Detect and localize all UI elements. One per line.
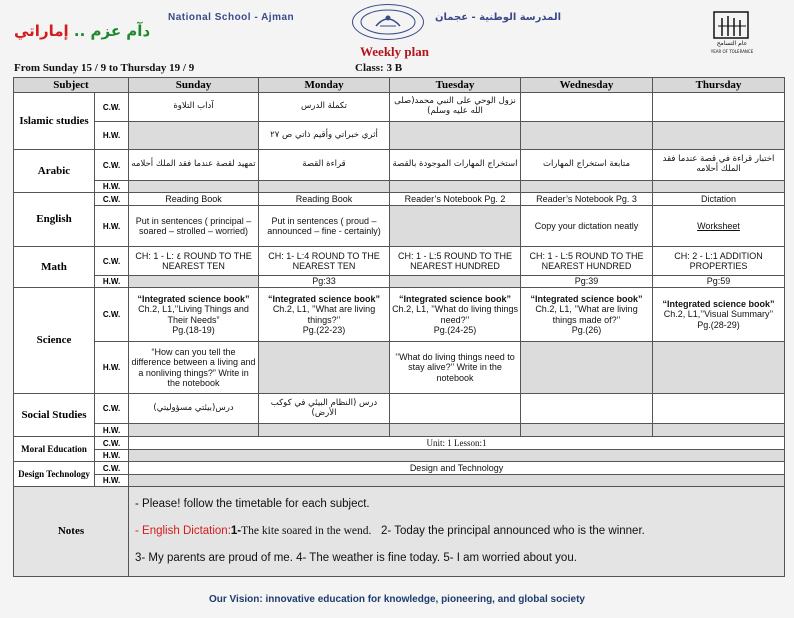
subject-math: Math: [14, 247, 95, 288]
math-cw-tuesday: CH: 1 - L:5 ROUND TO THE NEAREST HUNDRED: [390, 247, 521, 276]
subject-islamic: Islamic studies: [14, 93, 95, 150]
english-cw-tuesday: Reader’s Notebook Pg. 2: [390, 193, 521, 206]
table-row: [14, 475, 785, 487]
page-title: Weekly plan: [360, 44, 429, 59]
english-cw-wednesday: Reader’s Notebook Pg. 3: [521, 193, 653, 206]
english-hw-tuesday: [390, 206, 521, 247]
social-cw-thursday: [653, 394, 785, 424]
math-cw-sunday: CH: 1 - L: ٤ ROUND TO THE NEAREST TEN: [129, 247, 259, 276]
arabic-hw-sunday: [129, 181, 259, 193]
hw-label: H.W.: [95, 424, 129, 437]
hw-label: H.W.: [95, 475, 129, 487]
science-lesson: Ch.2, L1, ’’What do living things need?’’: [392, 304, 518, 325]
science-cw-tuesday: [390, 288, 521, 342]
science-pages: Pg.(22-23): [302, 324, 346, 335]
day-header-thursday: Thursday: [653, 78, 785, 93]
islamic-cw-tuesday: نزول الوحي على النبي محمد(صلى الله عليه وسلم): [390, 93, 521, 122]
notes-line-1: - Please! follow the timetable for each subject.: [135, 498, 370, 510]
table-row: [14, 206, 785, 247]
science-hw-monday: [259, 342, 390, 394]
date-range: From Sunday 15 / 9 to Thursday 19 / 9: [14, 62, 195, 74]
cw-label: C.W.: [95, 288, 129, 342]
islamic-hw-monday: أثري خبراتي وأقيم ذاتي ص ٢٧: [259, 122, 390, 150]
subject-arabic: Arabic: [14, 150, 95, 193]
notes-label: Notes: [14, 487, 129, 577]
science-book-label: “Integrated science book”: [137, 293, 250, 304]
social-cw-monday: درس (النظام البيئي في كوكب الأرض): [259, 394, 390, 424]
arabic-cw-monday: قراءة القصة: [259, 150, 390, 181]
hw-label: H.W.: [95, 342, 129, 394]
cw-label: C.W.: [95, 93, 129, 122]
science-book-label: “Integrated science book”: [399, 293, 512, 304]
math-hw-sunday: [129, 276, 259, 288]
islamic-cw-monday: تكملة الدرس: [259, 93, 390, 122]
islamic-hw-tuesday: [390, 122, 521, 150]
table-row: [14, 93, 785, 122]
arabic-hw-thursday: [653, 181, 785, 193]
subject-social: Social Studies: [14, 394, 95, 437]
school-name-ar: المدرسة الوطنية - عجمان: [435, 12, 562, 23]
table-row: [14, 181, 785, 193]
table-row: [14, 276, 785, 288]
school-name-en: National School - Ajman: [168, 12, 295, 23]
subject-header: Subject: [14, 78, 129, 93]
science-lesson: Ch.2, L1,’’Visual Summary’’: [663, 309, 774, 320]
islamic-hw-wednesday: [521, 122, 653, 150]
school-logo: [352, 4, 424, 40]
english-hw-sunday: Put in sentences ( principal – soared – strolled – worried): [129, 206, 259, 247]
vision-statement: Our Vision: innovative education for knowledge, pioneering, and global society: [209, 594, 585, 605]
social-hw-sunday: [129, 424, 259, 437]
table-row: [14, 462, 785, 475]
math-hw-monday: Pg:33: [259, 276, 390, 288]
cw-label: C.W.: [95, 437, 129, 450]
arabic-cw-sunday: تمهيد لقصة عندما فقد الملك أحلامه: [129, 150, 259, 181]
table-row: [14, 450, 785, 462]
year-of-tolerance-logo: [712, 10, 752, 60]
notes-content: [129, 487, 785, 577]
hw-label: H.W.: [95, 206, 129, 247]
science-hw-thursday: [653, 342, 785, 394]
arabic-cw-thursday: اختبار قراءة في قصة عندما فقد الملك أحلامه: [653, 150, 785, 181]
science-hw-wednesday: [521, 342, 653, 394]
class-label: Class: 3 B: [355, 62, 403, 74]
design-hw: [129, 475, 785, 487]
notes-line-3: 3- My parents are proud of me. 4- The weather is fine today. 5- I am worried about you.: [135, 552, 577, 564]
math-hw-tuesday: [390, 276, 521, 288]
social-cw-wednesday: [521, 394, 653, 424]
social-hw-wednesday: [521, 424, 653, 437]
arabic-cw-wednesday: متابعة استخراج المهارات: [521, 150, 653, 181]
islamic-cw-sunday: آداب التلاوة: [129, 93, 259, 122]
dictation-2: 2- Today the principal announced who is the winner.: [381, 525, 645, 537]
table-row: [14, 437, 785, 450]
day-header-tuesday: Tuesday: [390, 78, 521, 93]
math-hw-thursday: Pg:59: [653, 276, 785, 288]
english-hw-thursday: Worksheet: [653, 206, 785, 247]
science-pages: Pg.(28-29): [697, 319, 740, 330]
weekly-plan-table: [13, 77, 785, 577]
science-lesson: Ch.2, L1, ’’What are living things made of?’’: [535, 304, 638, 325]
math-cw-thursday: CH: 2 - L:1 ADDITION PROPERTIES: [653, 247, 785, 276]
slogan-part-1: دآم عزم ..: [73, 22, 151, 40]
science-book-label: “Integrated science book”: [662, 298, 775, 309]
social-hw-thursday: [653, 424, 785, 437]
subject-design: Design Technology: [14, 462, 95, 487]
cw-label: C.W.: [95, 394, 129, 424]
arabic-hw-tuesday: [390, 181, 521, 193]
math-cw-monday: CH: 1- L:4 ROUND TO THE NEAREST TEN: [259, 247, 390, 276]
dictation-label: - English Dictation:: [135, 525, 231, 537]
science-cw-wednesday: [521, 288, 653, 342]
english-cw-monday: Reading Book: [259, 193, 390, 206]
table-row: [14, 150, 785, 181]
hw-label: H.W.: [95, 450, 129, 462]
science-lesson: Ch.2, L1, ’’What are living things?’’: [272, 304, 376, 325]
notes-line-2: [135, 518, 778, 545]
table-row: [14, 394, 785, 424]
notes-row: [14, 487, 785, 577]
cw-label: C.W.: [95, 247, 129, 276]
math-hw-wednesday: Pg:39: [521, 276, 653, 288]
science-pages: Pg.(26): [571, 324, 602, 335]
moral-cw: Unit: 1 Lesson:1: [129, 437, 785, 450]
day-header-monday: Monday: [259, 78, 390, 93]
table-row: [14, 342, 785, 394]
islamic-hw-sunday: [129, 122, 259, 150]
social-hw-tuesday: [390, 424, 521, 437]
hw-label: H.W.: [95, 276, 129, 288]
social-cw-sunday: درس(بيئتي مسؤوليتي): [129, 394, 259, 424]
logo-caption-en: YEAR OF TOLERANCE: [710, 49, 754, 54]
english-cw-sunday: Reading Book: [129, 193, 259, 206]
islamic-cw-wednesday: [521, 93, 653, 122]
arabic-hw-monday: [259, 181, 390, 193]
slogan-part-2: إماراتي: [14, 22, 69, 40]
subject-science: Science: [14, 288, 95, 394]
design-cw: Design and Technology: [129, 462, 785, 475]
table-row: [14, 288, 785, 342]
islamic-hw-thursday: [653, 122, 785, 150]
hw-label: H.W.: [95, 122, 129, 150]
science-hw-tuesday: ’’What do living things need to stay alive?’’ Write in the notebook: [390, 342, 521, 394]
slogan: [14, 22, 150, 40]
arabic-hw-wednesday: [521, 181, 653, 193]
table-row: [14, 247, 785, 276]
school-emblem-icon: [358, 8, 418, 36]
subject-english: English: [14, 193, 95, 247]
cw-label: C.W.: [95, 150, 129, 181]
math-cw-wednesday: CH: 1 - L:5 ROUND TO THE NEAREST HUNDRED: [521, 247, 653, 276]
islamic-cw-thursday: [653, 93, 785, 122]
social-hw-monday: [259, 424, 390, 437]
hw-label: H.W.: [95, 181, 129, 193]
english-hw-monday: Put in sentences ( proud – announced – fine - certainly): [259, 206, 390, 247]
table-row: [14, 193, 785, 206]
science-book-label: “Integrated science book”: [268, 293, 381, 304]
arabic-cw-tuesday: استخراج المهارات الموجودة بالقصة: [390, 150, 521, 181]
cw-label: C.W.: [95, 193, 129, 206]
table-header-row: [14, 78, 785, 93]
day-header-wednesday: Wednesday: [521, 78, 653, 93]
science-book-label: “Integrated science book”: [530, 293, 643, 304]
science-hw-sunday: “How can you tell the difference between a living and a nonliving things?” Write in the notebook: [129, 342, 259, 394]
science-cw-sunday: [129, 288, 259, 342]
cw-label: C.W.: [95, 462, 129, 475]
dictation-1-text: The kite soared in the wend.: [241, 525, 372, 537]
dictation-1-number: 1-: [230, 525, 242, 537]
science-lesson: Ch.2, L1,’’Living Things and Their Needs”: [138, 304, 249, 325]
english-cw-thursday: Dictation: [653, 193, 785, 206]
subject-moral: Moral Education: [14, 437, 95, 462]
table-row: [14, 424, 785, 437]
science-cw-thursday: [653, 288, 785, 342]
science-pages: Pg.(24-25): [433, 324, 477, 335]
day-header-sunday: Sunday: [129, 78, 259, 93]
logo-caption-ar: عام التسامح: [716, 40, 748, 47]
moral-hw: [129, 450, 785, 462]
social-cw-tuesday: [390, 394, 521, 424]
science-cw-monday: [259, 288, 390, 342]
table-row: [14, 122, 785, 150]
science-pages: Pg.(18-19): [172, 324, 215, 335]
english-hw-wednesday: Copy your dictation neatly: [521, 206, 653, 247]
